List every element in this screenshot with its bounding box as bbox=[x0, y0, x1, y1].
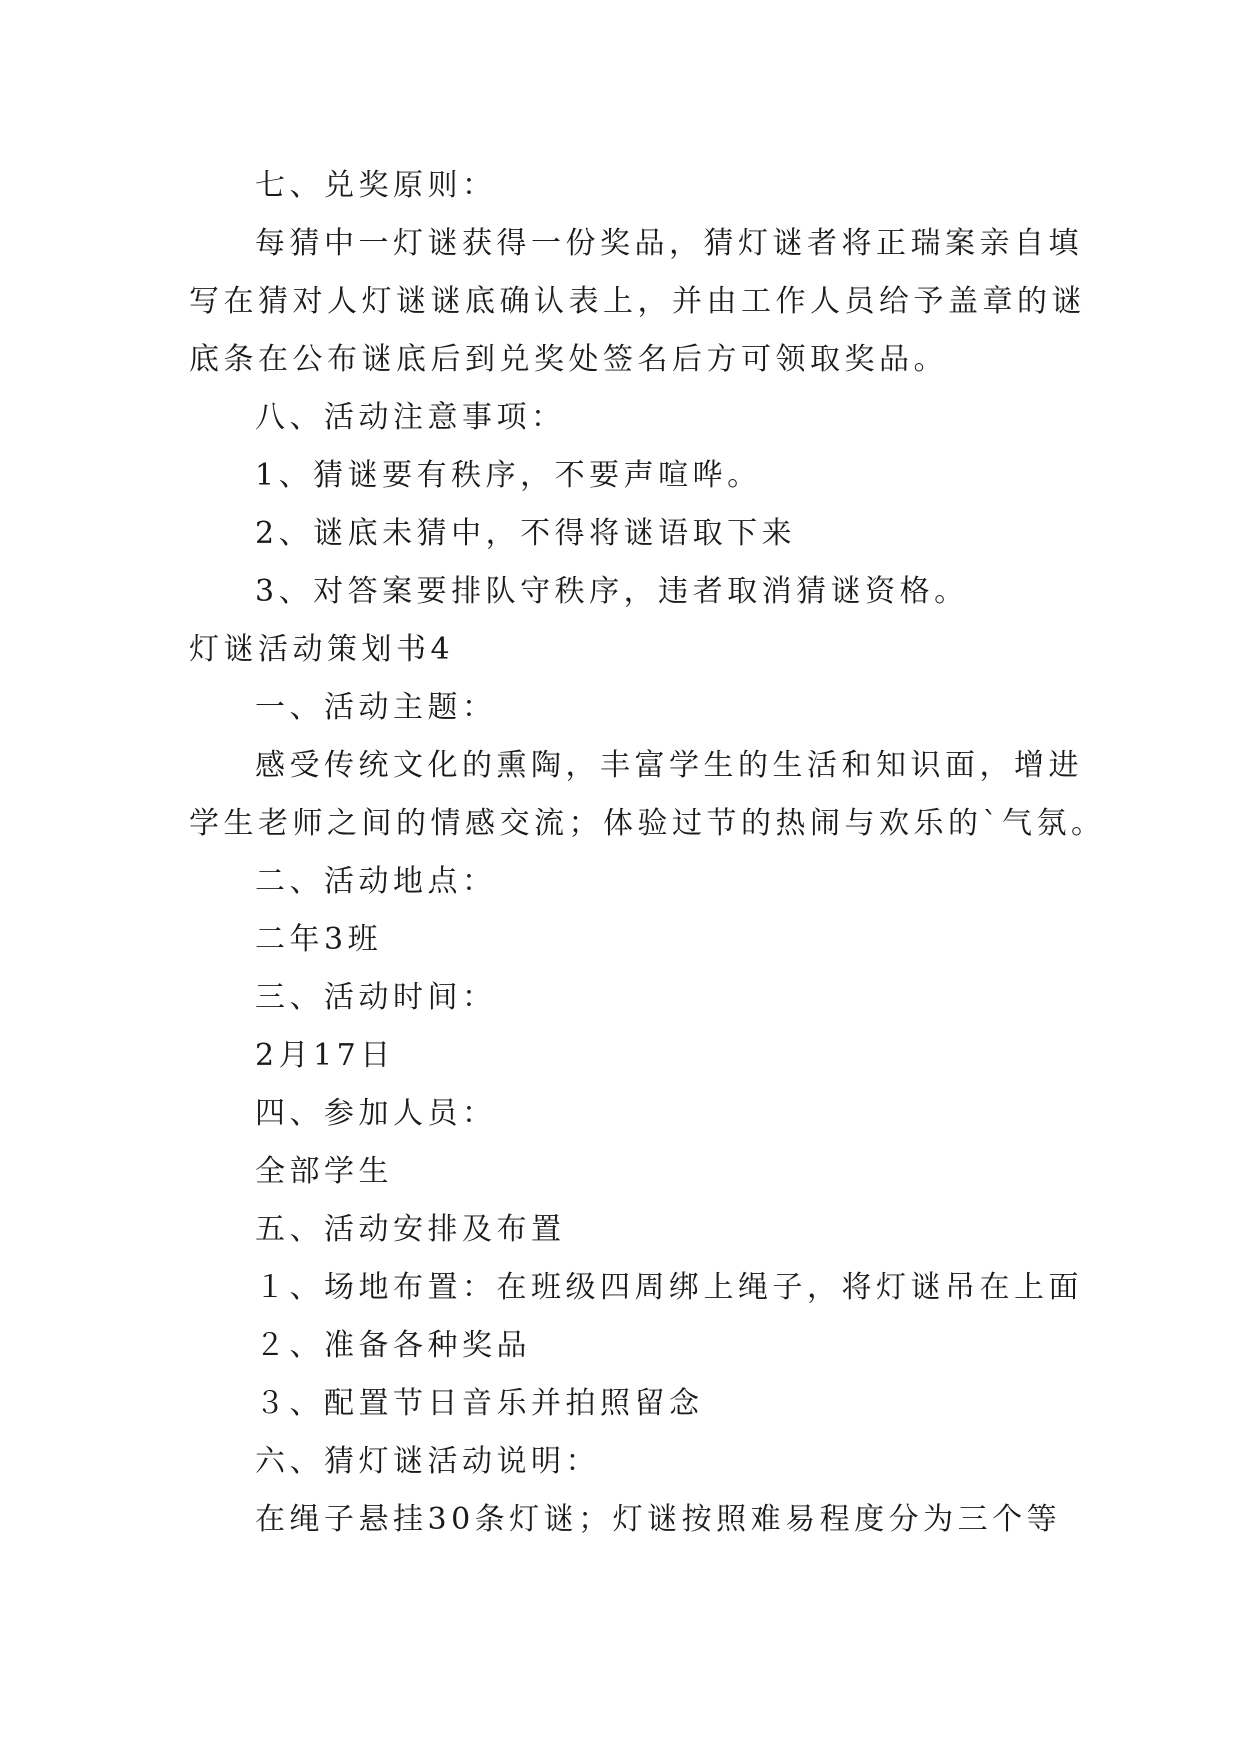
paragraph-line: 底条在公布谜底后到兑奖处签名后方可领取奖品。 bbox=[189, 342, 948, 377]
section-heading-arrangement: 五、活动安排及布置 bbox=[255, 1212, 566, 1247]
section-heading-location: 二、活动地点： bbox=[255, 864, 497, 899]
paragraph-line: 2月17日 bbox=[255, 1038, 395, 1073]
section-heading-participants: 四、参加人员： bbox=[255, 1096, 497, 1131]
section-heading-instructions: 六、猜灯谜活动说明： bbox=[255, 1444, 600, 1479]
section-heading-notes: 八、活动注意事项： bbox=[255, 400, 566, 435]
document-subtitle: 灯谜活动策划书4 bbox=[189, 632, 455, 667]
list-item: 3、对答案要排队守秩序，违者取消猜谜资格。 bbox=[255, 574, 969, 609]
paragraph-line: 全部学生 bbox=[255, 1154, 393, 1189]
paragraph-line: 感受传统文化的熏陶，丰富学生的生活和知识面，增进 bbox=[255, 748, 1083, 783]
paragraph-line: 二年3班 bbox=[255, 922, 383, 957]
section-heading-theme: 一、活动主题： bbox=[255, 690, 497, 725]
list-item: ２、准备各种奖品 bbox=[255, 1328, 531, 1363]
paragraph-line: 写在猜对人灯谜谜底确认表上，并由工作人员给予盖章的谜 bbox=[189, 284, 1086, 319]
list-item: 1、猜谜要有秩序，不要声喧哗。 bbox=[255, 458, 762, 493]
section-heading-redemption: 七、兑奖原则： bbox=[255, 168, 497, 203]
list-item: １、场地布置：在班级四周绑上绳子，将灯谜吊在上面 bbox=[255, 1270, 1083, 1305]
section-heading-time: 三、活动时间： bbox=[255, 980, 497, 1015]
list-item: ３、配置节日音乐并拍照留念 bbox=[255, 1386, 704, 1421]
paragraph-line: 每猜中一灯谜获得一份奖品，猜灯谜者将正瑞案亲自填 bbox=[255, 226, 1083, 261]
paragraph-line: 在绳子悬挂30条灯谜；灯谜按照难易程度分为三个等 bbox=[255, 1502, 1062, 1537]
paragraph-line: 学生老师之间的情感交流；体验过节的热闹与欢乐的`气氛。 bbox=[189, 806, 1106, 841]
list-item: 2、谜底未猜中，不得将谜语取下来 bbox=[255, 516, 797, 551]
